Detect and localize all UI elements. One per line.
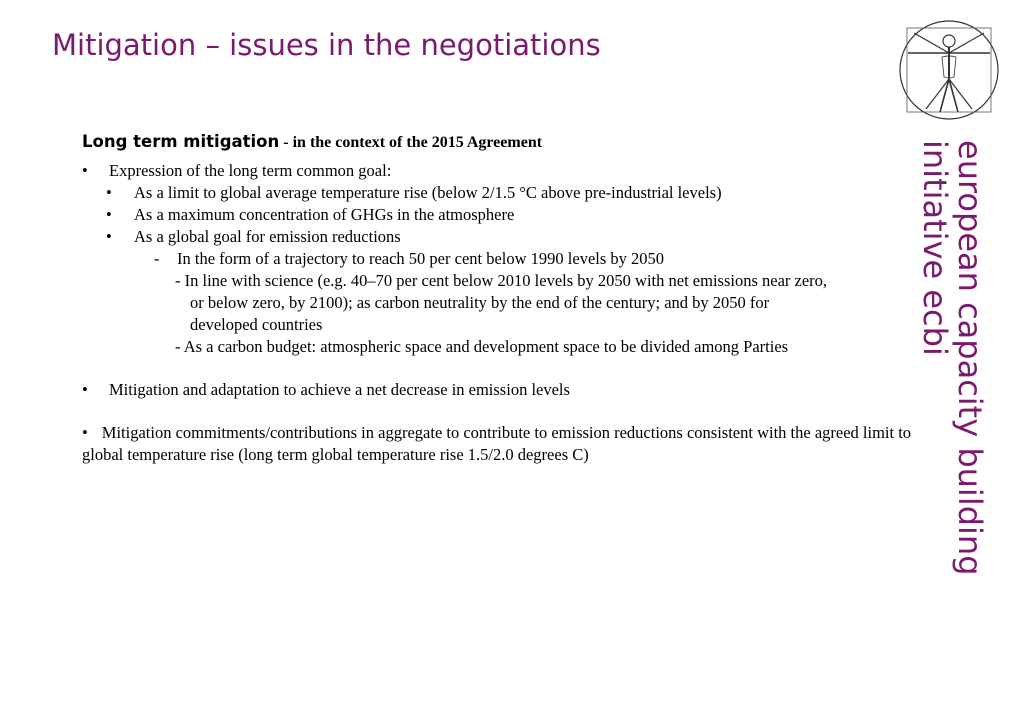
list-item: • As a maximum concentration of GHGs in the atmosphere bbox=[106, 205, 515, 224]
list-item: • Mitigation commitments/contributions in aggregate to contribute to emission reductions consistent with the agreed limit to global temperature rise (long term global temperature rise 1.5/2.0 degrees C) bbox=[82, 423, 912, 464]
heading-main: Long term mitigation bbox=[82, 132, 280, 151]
list-item: - In line with science (e.g. 40–70 per cent below 2010 levels by 2050 with net emissions near zero, bbox=[175, 271, 828, 290]
page-title: Mitigation – issues in the negotiations bbox=[52, 28, 601, 62]
brand-line-2: initiative ecbi bbox=[916, 140, 954, 356]
list-item: - In the form of a trajectory to reach 50 per cent below 1990 levels by 2050 bbox=[154, 249, 665, 268]
dash-icon: - bbox=[154, 249, 160, 268]
list-item: • Mitigation and adaptation to achieve a net decrease in emission levels bbox=[82, 380, 570, 399]
list-item-continuation: or below zero, by 2100); as carbon neutrality by the end of the century; and by 2050 for bbox=[190, 293, 770, 312]
list-item: • As a global goal for emission reductions bbox=[106, 227, 401, 246]
vitruvian-man-icon bbox=[898, 19, 1000, 121]
bullet-icon: • bbox=[106, 227, 112, 246]
list-item-continuation: developed countries bbox=[190, 315, 323, 334]
brand-vertical-text bbox=[916, 140, 996, 580]
section-heading bbox=[82, 132, 912, 160]
bullet-icon: • bbox=[82, 161, 88, 180]
bullet-icon: • bbox=[106, 205, 112, 224]
list-item: • As a limit to global average temperature rise (below 2/1.5 °C above pre-industrial levels) bbox=[106, 183, 722, 202]
list-item: - As a carbon budget: atmospheric space and development space to be divided among Parties bbox=[175, 337, 789, 356]
slide-body bbox=[82, 132, 912, 466]
list-item: • Expression of the long term common goal: bbox=[82, 161, 392, 180]
brand-line-1: european capacity building bbox=[951, 140, 989, 576]
bullet-icon: • bbox=[82, 423, 88, 442]
heading-sub: - in the context of the 2015 Agreement bbox=[279, 134, 543, 151]
bullet-icon: • bbox=[82, 380, 88, 399]
bullet-icon: • bbox=[106, 183, 112, 202]
